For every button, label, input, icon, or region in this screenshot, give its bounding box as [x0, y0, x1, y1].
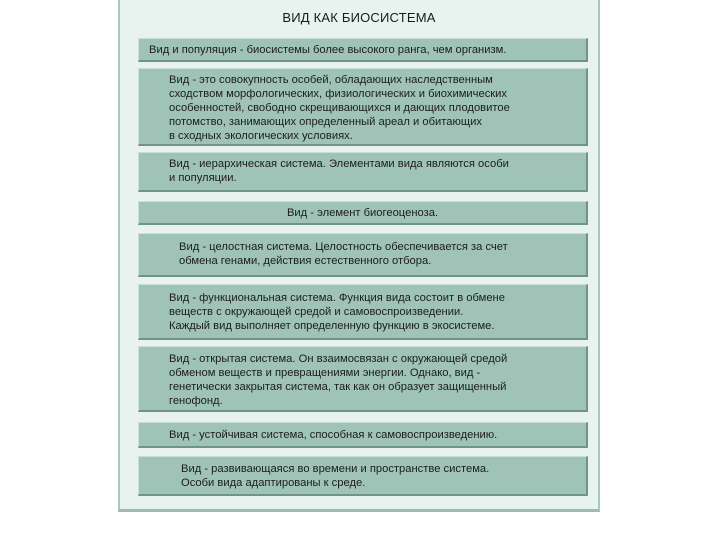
statement-box-8: Вид - устойчивая система, способная к самовоспроизведению. — [138, 422, 588, 448]
statement-box-4: Вид - элемент биогеоценоза. — [138, 201, 588, 225]
statement-box-6: Вид - функциональная система. Функция вида состоит в обмене веществ с окружающей средой и самовоспроизведении. Каждый вид выполняет определенную функцию в экосистеме. — [138, 284, 588, 340]
statement-box-3: Вид - иерархическая система. Элементами вида являются особи и популяции. — [138, 152, 588, 192]
statement-box-1: Вид и популяция - биосистемы более высокого ранга, чем организм. — [138, 38, 588, 62]
statement-box-5: Вид - целостная система. Целостность обеспечивается за счет обмена генами, действия естественного отбора. — [138, 233, 588, 277]
statement-box-7: Вид - открытая система. Он взаимосвязан с окружающей средой обменом веществ и превращениями энергии. Однако, вид - генетически закрытая система, так как он образует защищенный генофонд. — [138, 346, 588, 412]
statement-box-9: Вид - развивающаяся во времени и пространстве система. Особи вида адаптированы к среде. — [138, 456, 588, 496]
page-title: ВИД КАК БИОСИСТЕМА — [282, 10, 436, 25]
statement-box-2: Вид - это совокупность особей, обладающих наследственным сходством морфологических, физиологических и биохимических особенностей, свободно скрещивающихся и дающих плодовитое потомство, занимающих определенный ареал и обитающих в сходных экологических условиях. — [138, 68, 588, 146]
content-panel — [118, 0, 600, 512]
